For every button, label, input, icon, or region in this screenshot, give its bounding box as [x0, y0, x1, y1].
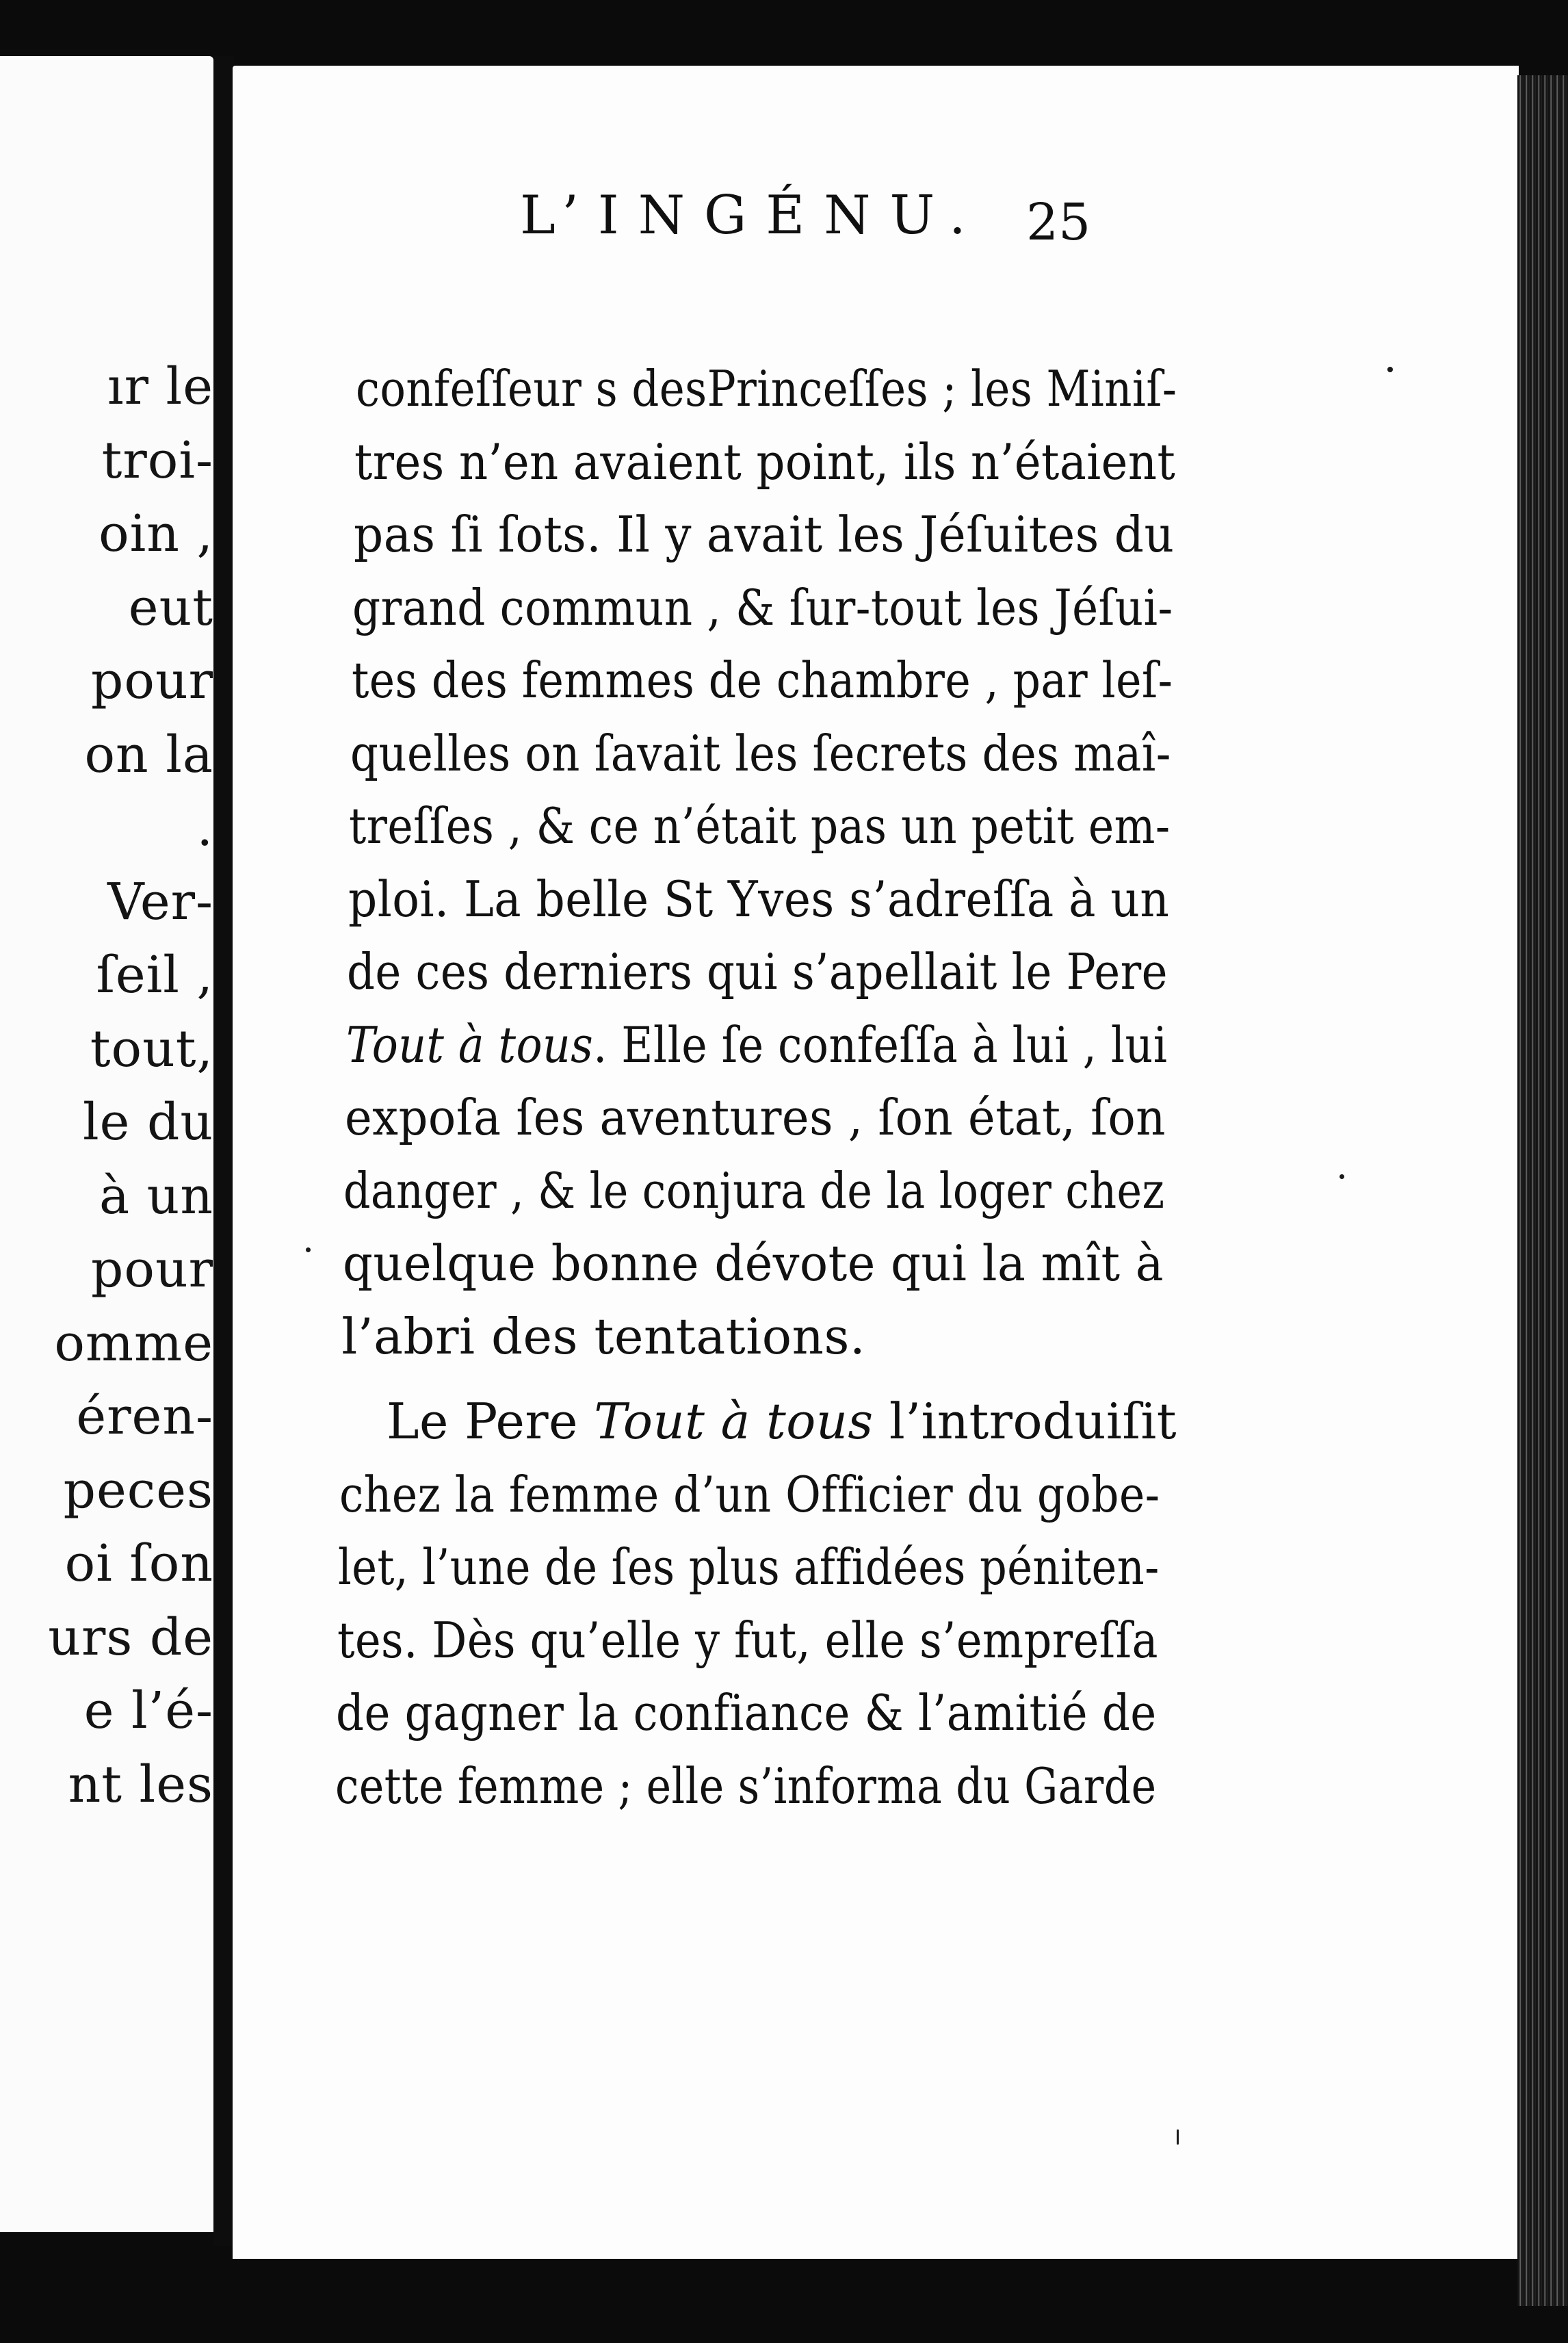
previous-page-line: à un [99, 1166, 213, 1226]
text-line: danger , & le conjura de la loger chez [343, 1161, 1165, 1219]
previous-page-line: e l’é- [83, 1681, 213, 1740]
dust-speck [1340, 1174, 1344, 1179]
text-line: de gagner la confiance & l’amitié de [336, 1684, 1157, 1742]
previous-page-line: eut [128, 578, 213, 637]
text-line: cette femme ; elle s’informa du Garde [335, 1757, 1157, 1815]
page-body-text [233, 66, 1519, 2259]
running-head [294, 185, 1252, 287]
page-number: 25 [1026, 193, 1091, 252]
text-line: grand commun , & ſur-tout les Jéſui- [352, 578, 1173, 636]
previous-page-line: le du [82, 1093, 213, 1152]
previous-page-line: pour [91, 651, 213, 710]
text-line: quelque bonne dévote qui la mît à [342, 1234, 1164, 1292]
text-line: let, l’une de ſes plus affidées péniten- [338, 1538, 1160, 1596]
running-title: L’INGÉNU. [520, 185, 985, 246]
previous-page-line: troi- [101, 430, 213, 490]
dust-speck [1177, 2130, 1179, 2145]
italic-name: Tout à tous [594, 1393, 874, 1450]
italic-name: Tout à tous [345, 1015, 593, 1074]
previous-page-line: ſeil , [96, 946, 213, 1005]
previous-page [0, 56, 213, 2232]
previous-page-line: oin , [99, 504, 213, 563]
previous-page-line: nt les [68, 1755, 213, 1814]
previous-page-line: urs de [48, 1607, 213, 1667]
text-line: l’abri des tentations. [341, 1307, 866, 1365]
text-line: confeſſeur s desPrinceſſes ; les Miniſ- [356, 360, 1177, 417]
text-line: treſſes , & ce n’était pas un petit em- [349, 797, 1171, 855]
book-gutter [213, 56, 234, 2246]
text-line: Tout à tous. Elle ſe confeſſa à lui , lui [345, 1015, 1168, 1074]
text-line: expoſa ſes aventures , ſon état, ſon [345, 1089, 1166, 1146]
text-line: pas ſi ſots. Il y avait les Jéſuites du [353, 506, 1175, 563]
previous-page-line: Ver- [107, 872, 213, 931]
dust-speck [306, 1247, 311, 1252]
previous-page-line: tout, [90, 1019, 213, 1078]
previous-page-line: peces [63, 1460, 213, 1520]
previous-page-line: . [196, 799, 213, 857]
previous-page-text [0, 56, 213, 2232]
previous-page-line: ır le [107, 357, 213, 416]
text-line: tes des femmes de chambre , par leſ- [351, 651, 1173, 709]
page-edges [1517, 75, 1568, 2306]
previous-page-line: omme [54, 1313, 213, 1373]
text-line: chez la femme d’un Officier du gobe- [339, 1465, 1160, 1523]
text-line: de ces derniers qui s’apellait le Pere [347, 943, 1168, 1000]
text-line: tes. Dès qu’elle y fut, elle s’empreſſa [337, 1611, 1158, 1669]
previous-page-line: oi ſon [64, 1534, 213, 1593]
text-line: ploi. La belle St Yves s’adreſſa à un [348, 870, 1170, 928]
previous-page-line: éren- [76, 1387, 213, 1446]
text-line: Le Pere Tout à tous l’introduiſit [387, 1393, 1177, 1450]
previous-page-line: on la [84, 725, 213, 784]
text-line: tres n’en avaient point, ils n’étaient [354, 432, 1176, 491]
current-page [233, 66, 1519, 2259]
dust-speck [1387, 367, 1393, 372]
previous-page-line: pour [91, 1240, 213, 1299]
text-line: quelles on ſavait les ſecrets des maî- [350, 724, 1171, 782]
